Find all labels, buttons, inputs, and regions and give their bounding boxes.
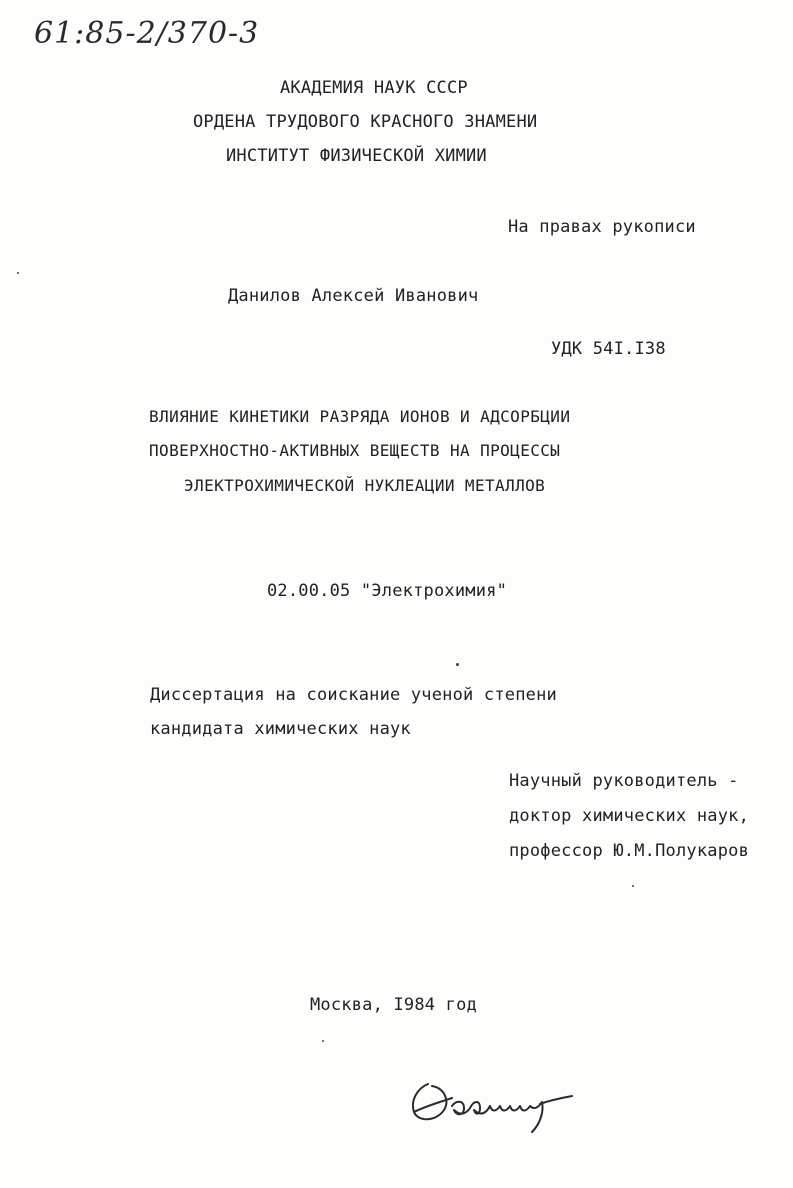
udc-code: УДК 54I.I38 xyxy=(551,339,666,359)
scan-speck xyxy=(632,885,634,887)
supervisor-line-3: профессор Ю.М.Полукаров xyxy=(509,841,750,861)
supervisor-line-1: Научный руководитель - xyxy=(509,771,739,791)
dissertation-title-line-2: ПОВЕРХНОСТНО-АКТИВНЫХ ВЕЩЕСТВ НА ПРОЦЕССЫ xyxy=(149,441,561,460)
scan-speck xyxy=(17,272,19,274)
dissertation-title-line-1: ВЛИЯНИЕ КИНЕТИКИ РАЗРЯДА ИОНОВ И АДСОРБЦИИ xyxy=(149,407,571,426)
degree-line-1: Диссертация на соискание ученой степени xyxy=(150,685,557,705)
signature xyxy=(400,1070,590,1140)
scan-speck xyxy=(456,663,459,666)
institution-line-2: ОРДЕНА ТРУДОВОГО КРАСНОГО ЗНАМЕНИ xyxy=(193,112,538,132)
institution-line-3: ИНСТИТУТ ФИЗИЧЕСКОЙ ХИМИИ xyxy=(226,146,487,166)
institution-line-1: АКАДЕМИЯ НАУК СССР xyxy=(280,78,468,98)
degree-line-2: кандидата химических наук xyxy=(150,719,411,739)
specialty: 02.00.05 "Электрохимия" xyxy=(267,581,508,601)
dissertation-title-line-3: ЭЛЕКТРОХИМИЧЕСКОЙ НУКЛЕАЦИИ МЕТАЛЛОВ xyxy=(184,476,546,495)
manuscript-note: На правах рукописи xyxy=(508,217,696,237)
archive-code: 61:85-2/370-3 xyxy=(34,16,260,51)
place-and-year: Москва, I984 год xyxy=(310,995,477,1015)
author-name: Данилов Алексей Иванович xyxy=(228,286,479,306)
scan-speck xyxy=(322,1040,324,1042)
supervisor-line-2: доктор химических наук, xyxy=(509,806,750,826)
